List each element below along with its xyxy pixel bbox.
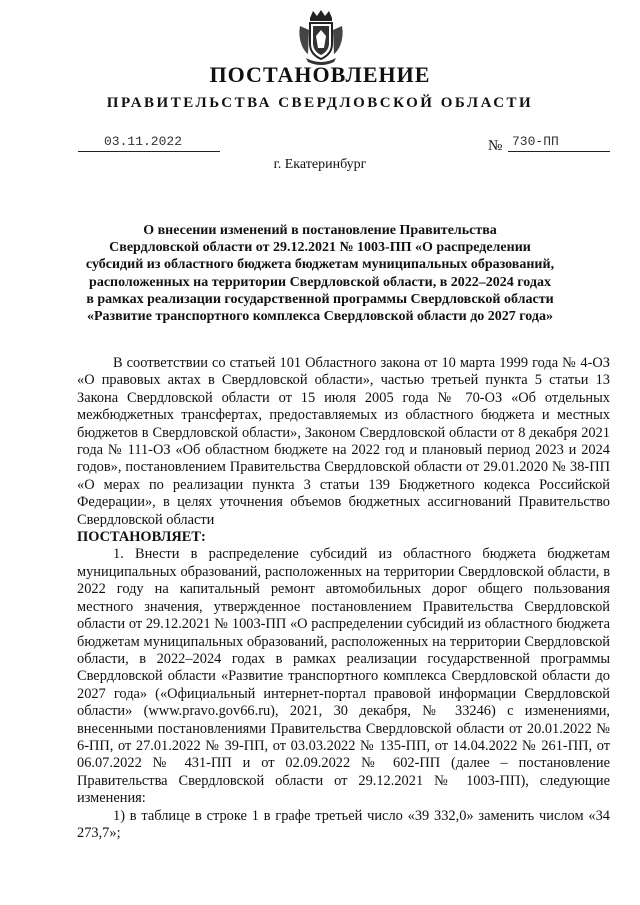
item-1-paragraph: 1. Внести в распределение субсидий из областного бюджета бюджетам муниципальных образований, расположенных на территории Свердловской области, в 2022 году на капитальный ремонт автомобильных дорог общего пользования местного значения, утвержденное постановлением Правительства Свердловской области от 29.12.2021 № 1003-ПП «О распределении субсидий из областного бюджета бюджетам муниципальных образований, расположенных на территории Свердловской области, в 2022–2024 годах в рамках реализации государственной программы Свердловской области «Развитие транспортного комплекса Свердловской области до 2027 года» («Официальный интернет-портал правовой информации Свердловской области» (www.pravo.gov66.ru), 2021, 30 декабря, № 33246) с изменениями, внесенными постановлениями Правительства Свердловской области от 20.01.2022 № 6-ПП, от 27.01.2022 № 39-ПП, от 03.03.2022 № 135-ПП, от 14.04.2022 № 261-ПП, от 06.07.2022 № 431-ПП и от 02.09.2022 № 602-ПП (далее – постановление Правительства Свердловской области от 29.12.2021 № 1003-ПП), следующие изменения: [77, 546, 610, 807]
heading-line: «Развитие транспортного комплекса Свердловской области до 2027 года» [87, 309, 553, 325]
coat-of-arms-emblem [296, 8, 346, 66]
document-type-title: ПОСТАНОВЛЕНИЕ [209, 62, 431, 87]
document-date: 03.11.2022 [78, 134, 220, 152]
preamble-paragraph: В соответствии со статьей 101 Областного закона от 10 марта 1999 года № 4-ОЗ «О правовых актах в Свердловской области», частью третьей пункта 5 статьи 13 Закона Свердловской области от 15 июля 2005 года № 70-ОЗ «Об отдельных межбюджетных трансфертах, предоставляемых из областного бюджета и местных бюджетов в Свердловской области», Законом Свердловской области от 8 декабря 2021 года № 111-ОЗ «Об областном бюджете на 2022 год и плановый период 2023 и 2024 годов», постановлением Правительства Свердловской области от 29.01.2020 № 38-ПП «О мерах по реализации пункта 3 статьи 139 Бюджетного кодекса Российской Федерации», в целях уточнения объемов бюджетных ассигнований Правительство Свердловской области [77, 355, 610, 528]
decree-word: ПОСТАНОВЛЯЕТ: [77, 529, 206, 546]
number-sign: № [488, 138, 503, 154]
heading-line: расположенных на территории Свердловской области, в 2022–2024 годах [89, 274, 551, 290]
heading-line: Свердловской области от 29.12.2021 № 1003-ПП «О распределении [109, 240, 531, 256]
city-name: г. Екатеринбург [273, 157, 367, 172]
subitem-1-paragraph: 1) в таблице в строке 1 в графе третьей число «39 332,0» заменить числом «34 273,7»; [77, 807, 610, 841]
document-body [77, 355, 610, 842]
document-number: 730-ПП [508, 134, 610, 152]
heading-line: в рамках реализации государственной программы Свердловской области [86, 291, 554, 307]
heading-line: О внесении изменений в постановление Правительства [143, 223, 497, 238]
document-heading [60, 222, 580, 325]
heading-line: субсидий из областного бюджета бюджетам муниципальных образований, [85, 257, 555, 273]
issuing-authority: ПРАВИТЕЛЬСТВА СВЕРДЛОВСКОЙ ОБЛАСТИ [106, 95, 534, 111]
